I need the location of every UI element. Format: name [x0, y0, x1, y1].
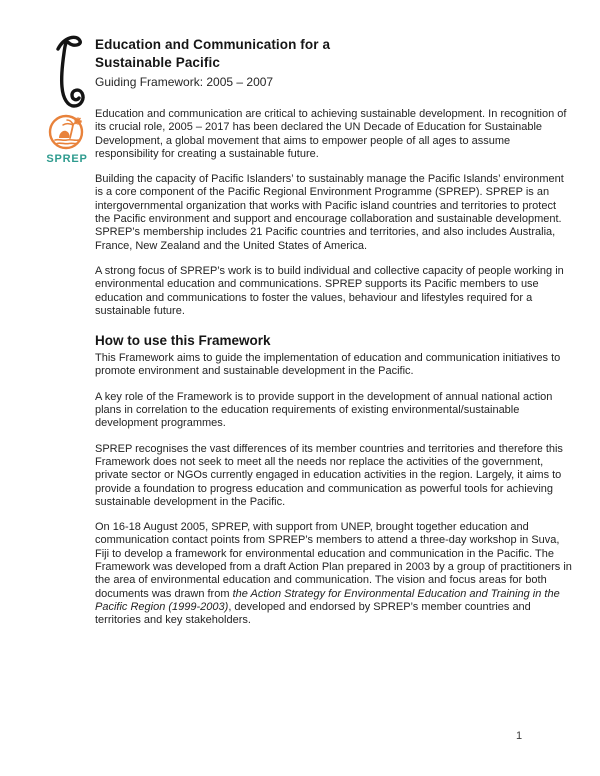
section-heading: How to use this Framework: [95, 333, 271, 349]
closing-paragraph-text: On 16-18 August 2005, SPREP, with support from UNEP, brought together education and communication contact points from SPREP’s members to attend a three-day workshop in Suva, Fiji to develop a framework for environmental education and communication in the Pacific. The Framework was developed from a draft Action Plan prepared in 2003 by a group of practitioners in the area of environmental education and communication. The vision and focus areas for both documents was drawn from: [95, 521, 572, 600]
document-title-line2: Sustainable Pacific: [95, 54, 220, 70]
page-number: 1: [516, 730, 523, 742]
section-paragraph: SPREP recognises the vast differences of its member countries and territories and therefore this Framework does not seek to meet all the needs nor replace the activities of the government, private sector or NGOs currently engaged in education activities in the region. Largely, it aims to provide a foundation to progress education and communication as powerful tools for achieving sustainable development in the Pacific.: [95, 442, 563, 508]
document-subtitle: Guiding Framework: 2005 – 2007: [95, 75, 274, 89]
document-title-line1: Education and Communication for a: [95, 37, 331, 52]
closing-paragraph: [95, 521, 573, 627]
closing-paragraph-text: , developed and endorsed by SPREP’s member countries and territories and key stakeholders.: [95, 600, 531, 627]
closing-paragraph-italic-citation: the Action Strategy for Environmental Education and Training in the Pacific Region (1999-2003): [95, 587, 560, 613]
section-paragraph: This Framework aims to guide the implementation of education and communication initiatives to promote environment and sustainable development in the Pacific.: [95, 352, 561, 378]
sprep-logo-label: SPREP: [46, 153, 88, 165]
intro-paragraph: A strong focus of SPREP’s work is to build individual and collective capacity of people working in environmental education and communications. SPREP supports its Pacific members to use education and communications to foster the values, behaviour and lifestyles required for a sustainable future.: [95, 264, 564, 317]
sprep-logo: [43, 112, 91, 165]
document-header: [95, 36, 525, 90]
document-body: [95, 108, 573, 640]
section-paragraph: A key role of the Framework is to provide support in the development of annual national action plans in correlation to the education requirements of existing environmental/sustainable development programmes.: [95, 390, 553, 430]
intro-paragraph: Education and communication are critical to achieving sustainable development. In recognition of its crucial role, 2005 – 2017 has been declared the UN Decade of Education for Sustainable Development, a global movement that aims to empower people of all ages to assume responsibility for creating a sustainable future.: [95, 108, 567, 160]
sprep-island-icon: [46, 112, 88, 152]
intro-paragraph: Building the capacity of Pacific Islanders’ to sustainably manage the Pacific Islands’ environment is a core component of the Pacific Regional Environment Programme (SPREP). SPREP is an intergovernmental organization that works with Pacific island countries and territories to protect the Pacific environment and support and encourage collaboration and sustainable development. SPREP’s membership includes 21 Pacific countries and territories, and also includes Australia, France, New Zealand and the United States of America.: [95, 173, 564, 252]
koru-tendril-logo-icon: [38, 32, 88, 114]
